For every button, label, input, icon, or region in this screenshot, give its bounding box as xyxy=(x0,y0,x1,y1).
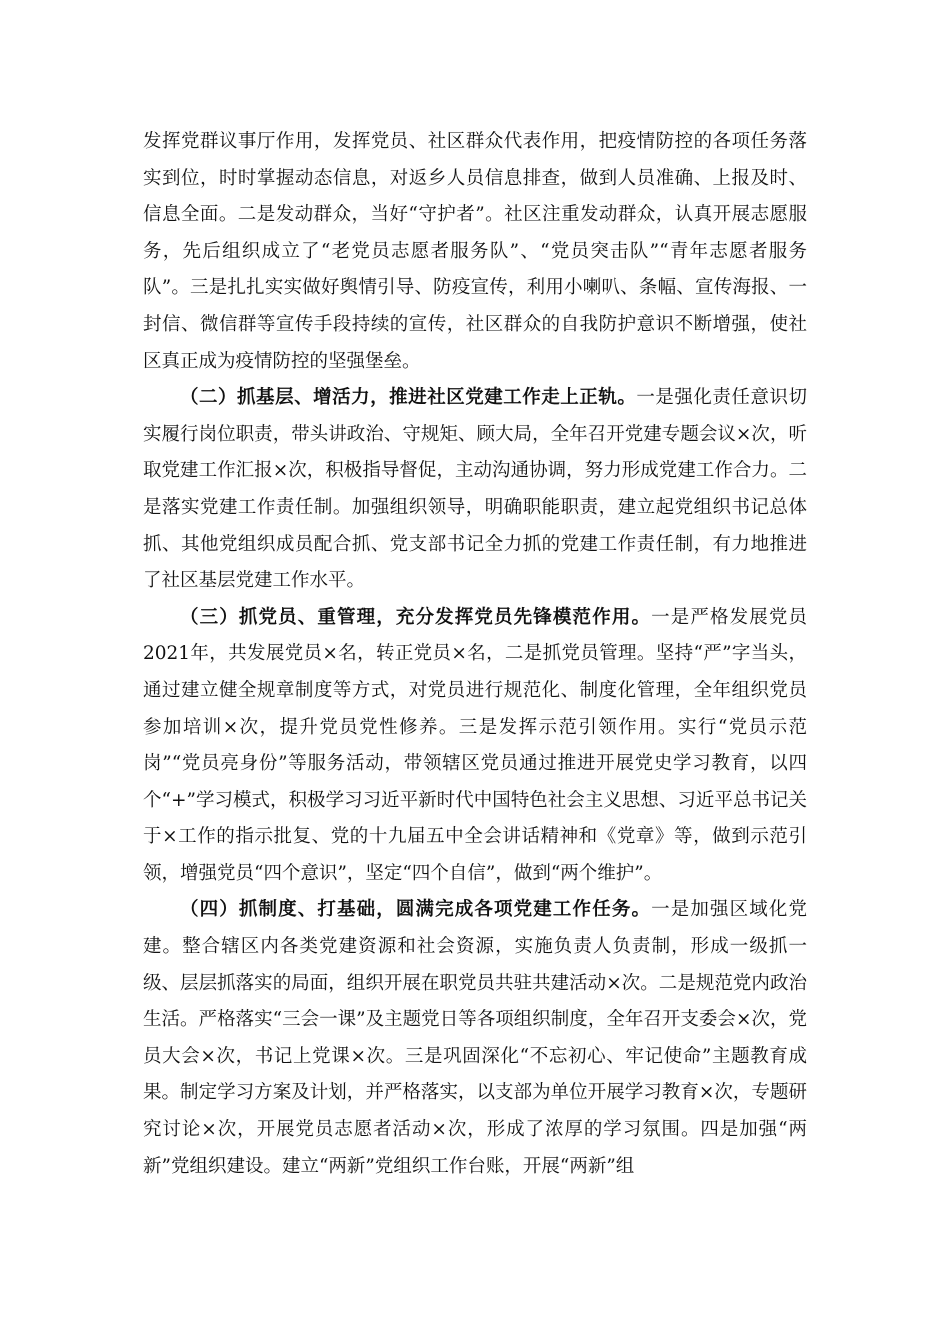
paragraph-4-text: 一是加强区域化党建。整合辖区内各类党建资源和社会资源，实施负责人负责制，形成一级抓一级、层层抓落实的局面，组织开展在职党员共驻共建活动×次。二是规范党内政治生活。严格落实“三会一课”及主题党日等各项组织制度，全年召开支委会×次，党员大会×次，书记上党课×次。三是巩固深化“不忘初心、牢记使命”主题教育成果。制定学习方案及计划，并严格落实，以支部为单位开展学习教育×次，专题研究讨论×次，开展党员志愿者活动×次，形成了浓厚的学习氛围。四是加强“两新”党组织建设。建立“两新”党组织工作台账，开展“两新”组 xyxy=(143,899,807,1177)
paragraph-1 xyxy=(143,124,807,380)
document-body xyxy=(143,124,807,1185)
paragraph-2 xyxy=(143,380,807,600)
paragraph-3-text: 一是严格发展党员2021年，共发展党员×名，转正党员×名，二是抓党员管理。坚持“严”字当头，通过建立健全规章制度等方式，对党员进行规范化、制度化管理，全年组织党员参加培训×次，提升党员党性修养。三是发挥示范引领作用。实行“党员示范岗”“党员亮身份”等服务活动，带领辖区党员通过推进开展党史学习教育，以四个“+”学习模式，积极学习习近平新时代中国特色社会主义思想、习近平总书记关于×工作的指示批复、党的十九届五中全会讲话精神和《党章》等，做到示范引领，增强党员“四个意识”，坚定“四个自信”，做到“两个维护”。 xyxy=(143,606,807,884)
paragraph-3-heading: （三）抓党员、重管理，充分发挥党员先锋模范作用。 xyxy=(180,606,652,628)
paragraph-4 xyxy=(143,892,807,1185)
paragraph-1-text: 发挥党群议事厅作用，发挥党员、社区群众代表作用，把疫情防控的各项任务落实到位，时时掌握动态信息，对返乡人员信息排查，做到人员准确、上报及时、信息全面。二是发动群众，当好“守护者”。社区注重发动群众，认真开展志愿服务，先后组织成立了“老党员志愿者服务队”、“党员突击队”“青年志愿者服务队”。三是扎扎实实做好舆情引导、防疫宣传，利用小喇叭、条幅、宣传海报、一封信、微信群等宣传手段持续的宣传，社区群众的自我防护意识不断增强，使社区真正成为疫情防控的坚强堡垒。 xyxy=(143,131,807,372)
paragraph-2-heading: （二）抓基层、增活力，推进社区党建工作走上正轨。 xyxy=(180,387,637,409)
paragraph-3 xyxy=(143,600,807,893)
paragraph-2-text: 一是强化责任意识切实履行岗位职责，带头讲政治、守规矩、顾大局，全年召开党建专题会议×次，听取党建工作汇报×次，积极指导督促，主动沟通协调，努力形成党建工作合力。二是落实党建工作责任制。加强组织领导，明确职能职责，建立起党组织书记总体抓、其他党组织成员配合抓、党支部书记全力抓的党建工作责任制，有力地推进了社区基层党建工作水平。 xyxy=(143,387,807,592)
paragraph-4-heading: （四）抓制度、打基础，圆满完成各项党建工作任务。 xyxy=(180,899,652,921)
